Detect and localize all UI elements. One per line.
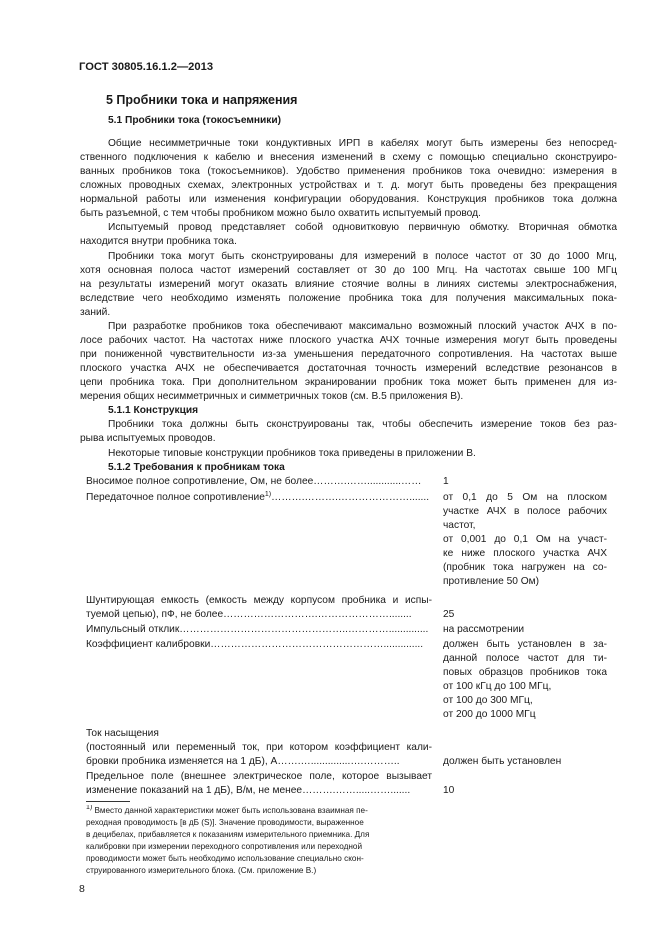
requirement-param: бровки пробника изменяется на 1 дБ), А…….…..............….……….. (86, 756, 400, 767)
footnote-line (86, 805, 376, 817)
requirement-value: от 0,001 до 0,1 Ом на участ- (443, 534, 607, 545)
footnote-line: струированного измерительного блока. (См. приложение В.) (86, 866, 317, 875)
requirement-value: частот, (443, 520, 476, 531)
document-header: ГОСТ 30805.16.1.2—2013 (79, 61, 214, 73)
paragraph-line: при пониженной чувствительности из-за уменьшения передаточного сопротивления. На частотах выше (80, 349, 617, 360)
requirement-value: должен быть установлен в за- (443, 639, 607, 650)
paragraph-line: плоского участка АЧХ не обеспечивается достаточная точность измерений вследствие резонансов в (80, 363, 617, 374)
paragraph-line: лосе рабочих частот. На частотах ниже плоского участка АЧХ точные измерения могут быть проведены (80, 335, 617, 346)
paragraph-line: ванных пробников тока (токосъемников). Удобство применения пробников тока очевидно: измерения в (80, 166, 617, 177)
paragraph-line: Пробники тока должны быть сконструированы так, чтобы обеспечить измерение токов без раз- (108, 419, 617, 430)
requirement-param: Импульсный отклик…………………………………………..………….............. (86, 624, 429, 635)
paragraph-line: Общие несимметричные токи кондуктивных ИРП в кабелях могут быть измерены без непосред- (108, 138, 617, 149)
requirement-value: (пробник тока нагружен на со- (443, 562, 607, 573)
requirement-param: Коэффициент калибровки…………………………………………….............. (86, 639, 424, 650)
requirement-param: Вносимое полное сопротивление, Ом, не более……….……............…… (86, 476, 422, 487)
footnote-ref: 1) (264, 491, 272, 498)
page-number: 8 (79, 883, 85, 895)
paragraph-line: ственного подключения к кабелю и внесения изменений в схему с помощью специально сконструиро- (80, 152, 617, 163)
leader-dots: ……….……….…………………....... (271, 492, 430, 503)
paragraph-line: находится внутри пробника тока. (80, 236, 237, 247)
footnote-line: калибровки при измерении переходного сопротивления или переходной (86, 842, 363, 851)
paragraph-line: быть разъемной, с тем чтобы пробником можно было охватить испытуемый провод. (80, 208, 481, 219)
subsection-5-1-2-title: 5.1.2 Требования к пробникам тока (108, 462, 285, 473)
paragraph-line: хотя основная полоса частот измерений составляет от 30 до 100 Мгц. На частотах свыше 100 МГц (80, 265, 617, 276)
requirement-param: туемой цепью), пФ, не более……………………….…………………........ (86, 609, 412, 620)
footnote-text: Вместо данной характеристики может быть использована взаимная пе- (92, 806, 368, 815)
requirement-value: повых образцов пробников тока (443, 667, 607, 678)
requirement-value: ке ниже плоского участка АЧХ (443, 548, 607, 559)
requirement-param (86, 491, 432, 505)
paragraph-line: на результаты измерений могут оказать влияние стоячие волны в линиях системы электроснабжения, (80, 279, 617, 290)
requirement-param: изменение показаний на 1 дБ), В/м, не менее……….…….....……....... (86, 785, 411, 796)
subsection-5-1-1-title: 5.1.1 Конструкция (108, 405, 199, 416)
footnote-divider (86, 801, 130, 802)
requirement-param: Предельное поле (внешнее электрическое поле, которое вызывает (86, 771, 432, 782)
subsection-5-1-title: 5.1 Пробники тока (токосъемники) (108, 115, 282, 126)
requirement-param: (постоянный или переменный ток, при котором коэффициент кали- (86, 742, 432, 753)
requirement-value: на рассмотрении (443, 624, 525, 635)
paragraph-line: цепи пробника тока. При дополнительном экранировании пробник тока может быть применен для из- (80, 377, 617, 388)
requirement-value: должен быть установлен (443, 756, 562, 767)
requirement-value: данной полосе частот для ти- (443, 653, 607, 664)
paragraph-line: рыва испытуемых проводов. (80, 433, 216, 444)
section-title: 5 Пробники тока и напряжения (106, 93, 298, 107)
requirement-value: 25 (443, 609, 455, 620)
requirement-param: Ток насыщения (86, 728, 159, 739)
requirement-value: 1 (443, 476, 449, 487)
paragraph-line: Испытуемый провод представляет собой одновитковую первичную обмотку. Вторичная обмотка (108, 222, 617, 233)
requirement-value: от 100 кГц до 100 МГц, (443, 681, 552, 692)
paragraph-line: Некоторые типовые конструкции пробников тока приведены в приложении В. (108, 448, 476, 459)
requirement-value: участке АЧХ в полосе рабочих (443, 506, 607, 517)
footnote-line: проводимости может быть необходимо использование специально скон- (86, 854, 364, 863)
paragraph-line: нормальной работы или изменения конфигурации оборудования. Конструкция пробников тока должна (80, 194, 617, 205)
footnote-line: в децибелах, прибавляется к показаниям измерительного приемника. Для (86, 830, 370, 839)
paragraph-line: сложных проводных схемах, электронных устройствах и т. д. могут быть проведены без прекращения (80, 180, 617, 191)
footnote-mark: 1) (86, 805, 93, 811)
requirement-param-text: Передаточное полное сопротивление (86, 492, 265, 503)
paragraph-line: Пробники тока могут быть сконструированы для измерений в полосе частот от 30 до 1000 Мгц, (108, 251, 617, 262)
paragraph-line: вследствие чего необходимо изменять положение пробника тока для получения максимальных пока- (80, 293, 617, 304)
paragraph-line: При разработке пробников тока обеспечивают максимально возможный плоский участок АЧХ в по- (108, 321, 617, 332)
footnote-line: реходная проводимость [в дБ (S)]. Значение проводимости, выраженное (86, 818, 364, 827)
paragraph-line: заний. (80, 307, 111, 318)
paragraph-line: мерения общих несимметричных и симметричных токов (см. В.5 приложения В). (80, 391, 464, 402)
requirement-value: от 200 до 1000 МГц (443, 709, 536, 720)
requirement-value: от 0,1 до 5 Ом на плоском (443, 492, 607, 503)
requirement-value: от 100 до 300 МГц, (443, 695, 533, 706)
requirement-value: противление 50 Ом) (443, 576, 540, 587)
requirement-value: 10 (443, 785, 455, 796)
requirement-param: Шунтирующая емкость (емкость между корпусом пробника и испы- (86, 595, 432, 606)
